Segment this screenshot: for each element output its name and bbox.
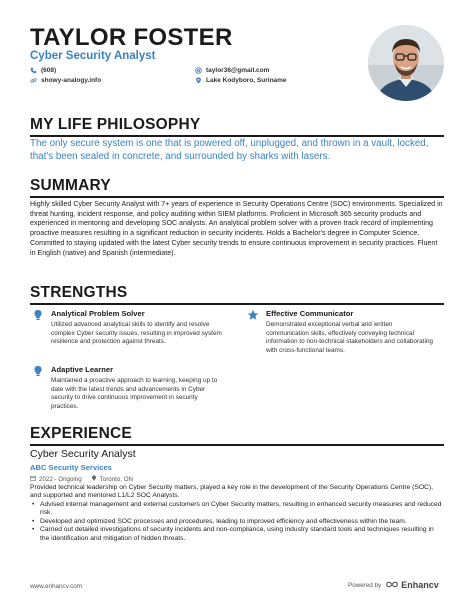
brand-name: Enhancv	[401, 580, 439, 590]
strengths-divider	[30, 303, 444, 305]
strength-description: Demonstrated exceptional verbal and written communication skills, effectively conveying technical information to non-technical stakeholders and collaborating with cross-functional teams.	[266, 321, 433, 354]
footer-branding	[348, 580, 439, 590]
job-bullet: • Advised internal management and external customers on Cyber Security matters, resulting in enhanced security measures and reduced risk.	[30, 501, 444, 518]
candidate-name: TAYLOR FOSTER	[30, 24, 233, 51]
philosophy-divider	[30, 135, 444, 137]
strength-item	[32, 365, 222, 411]
website-text: showy-analogy.info	[41, 77, 102, 84]
job-company: ABC Security Services	[30, 463, 112, 472]
experience-divider	[30, 444, 444, 446]
star-icon	[247, 308, 259, 320]
job-summary: Provided technical leadership on Cyber Security matters, played a key role in the development of the Security Operations Centre (SOC), and supported and mentored L1/L2 SOC Analysts.	[30, 484, 433, 500]
philosophy-heading: MY LIFE PHILOSOPHY	[30, 116, 201, 133]
job-meta	[30, 475, 133, 483]
candidate-title: Cyber Security Analyst	[30, 50, 156, 62]
brand-logo[interactable]	[386, 580, 439, 590]
lightbulb-icon	[32, 308, 44, 320]
infinity-icon	[386, 580, 398, 590]
lightbulb-icon	[32, 364, 44, 376]
experience-heading: EXPERIENCE	[30, 425, 132, 442]
at-icon	[195, 67, 202, 74]
strength-description: Utilized advanced analytical skills to identify and resolve complex Cyber security issues, resulting in improved system resilience and protection against threats.	[51, 321, 222, 345]
phone-text: (608)	[41, 67, 57, 74]
contact-website[interactable]	[30, 77, 101, 84]
strengths-heading: STRENGTHS	[30, 284, 128, 301]
footer-website[interactable]: www.enhancv.com	[30, 583, 83, 590]
contact-phone	[30, 67, 56, 74]
philosophy-quote: The only secure system is one that is powered off, unplugged, and thrown in a vault, locked, that's been sealed in concrete, and surrounded by sharks with lasers.	[30, 138, 429, 162]
email-text: taylor36@gmail.com	[206, 67, 270, 74]
summary-heading: SUMMARY	[30, 177, 111, 194]
strength-title: Analytical Problem Solver	[51, 309, 145, 318]
job-location: Toronto, ON	[99, 475, 134, 483]
strength-item	[32, 309, 222, 347]
contact-email[interactable]	[195, 67, 269, 74]
job-bullet: • Carried out detailed investigations of security incidents and non-compliance, using industry standard tools and techniques resulting in the identification and mitigation of hidden threats.	[30, 526, 444, 543]
location-pin-icon	[195, 77, 202, 84]
summary-divider	[30, 196, 444, 198]
location-text: Lake Kodyboro, Suriname	[206, 77, 287, 84]
summary-text: Highly skilled Cyber Security Analyst with 7+ years of experience in Security Operations Centre (SOC) environments. Specialized in threat hunting, incident response, and policy auditing within SIEM platforms. Proficient in Microsoft 365 security products and experienced in mentoring and developing SOC analysts. An analytical problem solver with a proven track record of implementing proactive measures resulting in a significant reduction in security incidents. Holds a Bachelor's degree in Computer Science. Committed to staying updated with the latest Cyber security trends to ensure continuous improvement in security practices. Fluent in English (native) and Spanish (intermediate).	[30, 200, 443, 257]
strength-item	[247, 309, 437, 355]
job-dates: 2022 - Ongoing	[39, 475, 82, 483]
calendar-icon	[30, 475, 36, 483]
job-title: Cyber Security Analyst	[30, 448, 136, 460]
profile-photo	[368, 25, 444, 101]
location-pin-icon	[91, 475, 97, 483]
phone-icon	[30, 67, 37, 74]
contact-location	[195, 77, 287, 84]
strength-title: Adaptive Learner	[51, 365, 114, 374]
powered-by-text: Powered by	[348, 581, 382, 589]
strength-description: Maintained a proactive approach to learning, keeping up to date with the latest trends and advancements in Cyber security to drive continuous improvement in security practices.	[51, 377, 218, 410]
job-bullet: • Developed and optimized SOC processes and procedures, leading to improved efficiency and effectiveness within the team.	[30, 518, 444, 526]
job-bullets	[30, 501, 444, 543]
link-icon	[30, 77, 37, 84]
strength-title: Effective Communicator	[266, 309, 354, 318]
